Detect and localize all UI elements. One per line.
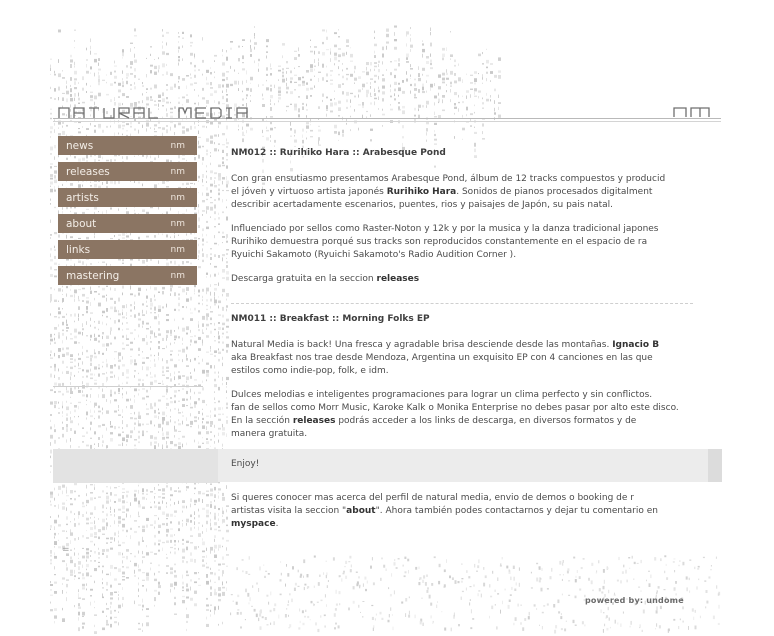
nav-item-news[interactable] [58,136,197,155]
post-text-line: Natural Media is back! Una fresca y agradable brisa desciende desde las montañas. Ignacio B [231,340,660,350]
post-title: NM012 :: Rurihiko Hara :: Arabesque Pond [231,148,446,158]
note-text-line: artistas visita la seccion "about". Ahora también podes contactarnos y dejar tu comentario en [231,506,658,516]
post-text-line: el jóven y virtuoso artista japonés Rurihiko Hara. Sonidos de pianos procesados digitalment [231,187,653,197]
post-nm012 [231,147,722,313]
news-content [231,147,722,531]
nav-item-badge: nm [170,192,185,203]
nav-item-label: news [66,139,94,152]
post-text-line: manera gratuita. [231,429,308,439]
artist-name: Rurihiko Hara [386,187,457,197]
nav-item-label: links [66,243,91,256]
nav-item-artists[interactable] [58,188,197,207]
post-text-line: Ryuichi Sakamoto (Ryuichi Sakamoto's Radio Audition Corner ). [231,250,517,260]
post-text-line: estilos como indie-pop, folk, e idm. [231,366,389,376]
nav-item-about[interactable] [58,214,197,233]
nav-item-label: artists [66,191,99,204]
contact-note [231,492,722,531]
nav-item-label: about [66,217,97,230]
nav-item-badge: nm [170,270,185,281]
nav-item-badge: nm [170,218,185,229]
nav-item-badge: nm [170,140,185,151]
main-nav [58,136,197,292]
post-text-line: Rurihiko demuestra porqué sus tracks son reproducidos constantemente en el espacio de ra [231,237,648,247]
nav-item-releases[interactable] [58,162,197,181]
nav-item-label: mastering [66,269,120,282]
note-text-line: Si queres conocer mas acerca del perfil de natural media, envio de demos o booking de r [231,493,634,503]
releases-link[interactable]: releases [376,274,420,284]
myspace-link[interactable]: myspace [231,519,276,529]
post-text-line: En la sección releases podrás acceder a los links de descarga, en diversos formatos y de [231,416,637,426]
powered-by-credit[interactable]: powered by: undome [585,596,684,605]
post-enjoy-text: Enjoy! [231,459,260,469]
post-text-line: Descarga gratuita en la seccion releases [231,274,420,284]
post-text-line: Dulces melodias e inteligentes programaciones para lograr un clima perfecto y sin conflictos. [231,390,653,400]
post-text-line: describir acertadamente escenarios, puentes, rios y paisajes de Japón, su pais natal. [231,200,613,210]
nav-item-mastering[interactable] [58,266,197,285]
sidebar-divider [53,386,203,387]
nav-item-links[interactable] [58,240,197,259]
post-text-line: aka Breakfast nos trae desde Mendoza, Argentina un exquisito EP con 4 canciones en las que [231,353,653,363]
sidebar-band [53,449,218,483]
post-text-line: fan de sellos como Morr Music, Karoke Kalk o Monika Enterprise no debes pasar por alto este disco. [231,403,679,413]
nav-item-label: releases [66,165,110,178]
logo-natural-media [58,106,293,120]
note-text-line: myspace. [231,519,279,529]
artist-name: Ignacio B [612,340,660,350]
post-nm011 [231,313,722,441]
post-text-line: Influenciado por sellos como Raster-Noton y 12k y por la musica y la danza tradicional japones [231,224,659,234]
nav-item-badge: nm [170,244,185,255]
post-title: NM011 :: Breakfast :: Morning Folks EP [231,314,430,324]
sidebar-mark: = [62,545,70,555]
post-text-line: Con gran ensutiasmo presentamos Arabesque Pond, álbum de 12 tracks compuestos y producid [231,174,666,184]
nav-item-badge: nm [170,166,185,177]
logo-nm-mark [673,106,711,118]
header-rule-secondary [53,121,721,122]
releases-link[interactable]: releases [292,416,336,426]
about-link[interactable]: about [346,506,376,516]
